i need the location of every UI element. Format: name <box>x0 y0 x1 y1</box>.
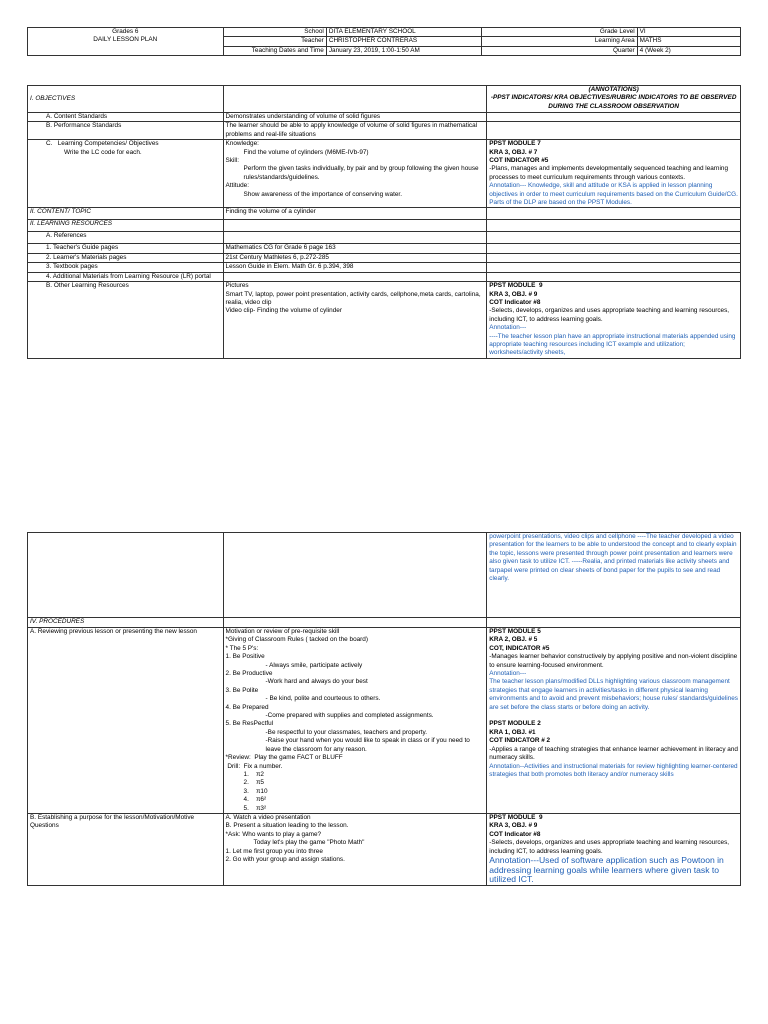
review-ann-blue2: The teacher lesson plans/modified DLLs highlighting various classroom management strategies that engage learners in activities/tasks in different physical learning environments and to avoid and prevent misbehaviors; house rules/ standards/guidelines are set before the class starts or before doing an activity. <box>489 678 740 711</box>
review-line: *Giving of Classroom Rules ( tacked on the board) <box>225 636 368 644</box>
procedures-heading: IV. PROCEDURES <box>28 618 224 628</box>
teacher-label: Teacher <box>223 37 326 46</box>
cont-blank-left <box>28 533 224 618</box>
review-line: - Be kind, polite and courteous to others. <box>265 695 381 703</box>
olr-line: Pictures <box>225 282 249 290</box>
objectives-heading: I. OBJECTIVES <box>28 86 224 113</box>
content-topic-label: II. CONTENT/ TOPIC <box>28 208 224 220</box>
quarter-value: 4 (Week 2) <box>637 46 740 55</box>
plan-title: DAILY LESSON PLAN <box>93 36 158 44</box>
performance-label: B. Performance Standards <box>28 122 224 140</box>
purpose-ann-line: -Selects, develops, organizes and uses appropriate teaching and learning resources, including ICT, to address learning goals. <box>489 839 731 855</box>
olr-ann-line: COT Indicator #8 <box>489 298 541 306</box>
dates-value: January 23, 2019, 1:00-1:50 AM <box>326 46 481 55</box>
olr-ann-line: PPST MODULE 9 <box>489 282 543 290</box>
header-table <box>27 27 741 56</box>
grades-text: Grades 6 <box>112 28 139 35</box>
review-line: 4. Be Prepared <box>225 703 269 711</box>
references-value <box>223 232 487 244</box>
review-ann-line: KRA 2, OBJ. # 5 <box>489 636 538 644</box>
review-ann-line: COT, INDICATOR #5 <box>489 644 550 652</box>
tg-label: 1. Teacher's Guide pages <box>28 244 224 253</box>
learning-area-value: MATHS <box>637 37 740 46</box>
review-line: *Review: Play the game FACT or BLUFF <box>225 754 343 762</box>
review-ann-line: -Manages learner behavior constructively by applying positive and non-violent discipline to ensure learning-focused environment. <box>489 653 740 669</box>
review-line: 2. π5 <box>243 779 264 787</box>
lc-line: Knowledge: <box>225 140 259 148</box>
am-label: 4. Additional Materials from Learning Resource (LR) portal <box>28 272 224 281</box>
review-line: -Work hard and always do your best <box>265 678 368 686</box>
review-line: 5. Be ResPectful <box>225 720 274 728</box>
teacher-value: CHRISTOPHER CONTRERAS <box>326 37 481 46</box>
review-line: 3. Be Polite <box>225 686 259 694</box>
review-line: 2. Be Productive <box>225 670 273 678</box>
review-line: Motivation or review of pre-requisite skill <box>225 628 340 635</box>
annotations-header <box>487 86 741 113</box>
lm-value: 21st Century Mathletes 6, p.272-285 <box>223 253 487 262</box>
purpose-line: Today let's play the game "Photo Math" <box>253 839 365 847</box>
review-label: A. Reviewing previous lesson or presenting the new lesson <box>28 628 224 814</box>
lc-ann-line: KRA 3, OBJ. # 7 <box>489 148 538 156</box>
review-line: - Always smile, participate actively <box>265 661 363 669</box>
lc-line: Attitude: <box>225 182 249 190</box>
lc-line: Skill: <box>225 157 240 165</box>
content-topic-ann <box>487 208 741 220</box>
grade-level-label: Grade Level <box>482 28 637 37</box>
tb-label: 3. Textbook pages <box>28 263 224 272</box>
olr-line: Video clip- Finding the volume of cylinder <box>225 307 342 315</box>
content-standards-value: Demonstrates understanding of volume of solid figures <box>223 113 487 122</box>
purpose-ann-line: COT Indicator #8 <box>489 830 541 838</box>
review-ann2-blue: Annotation--Activities and instructional materials for review highlighting learner-centered strategies that both promotes both literacy and/or numeracy skills <box>489 762 740 778</box>
performance-value: The learner should be able to apply knowledge of volume of solid figures in mathematical problems and real-life situations <box>223 122 487 140</box>
grade-level-value: VI <box>637 28 740 37</box>
annotations-subtitle: -PPST INDICATORS/ KRA OBJECTIVES/RUBRIC INDICATORS TO BE OBSERVED DURING THE CLASSROOM OBSERVATION <box>490 94 739 110</box>
learning-resources-ann <box>487 220 741 232</box>
learning-resources-value <box>223 220 487 232</box>
review-ann-line: PPST MODULE 5 <box>489 628 541 635</box>
review-line: Drill: Fix a number. <box>225 762 283 770</box>
lc-label2: Write the LC code for each. <box>64 148 142 156</box>
olr-ann-line: -Selects, develops, organizes and uses appropriate teaching and learning resources, including ICT, to address learning goals. <box>489 307 731 323</box>
lc-line: Show awareness of the importance of conserving water. <box>243 190 402 198</box>
am-ann <box>487 272 741 281</box>
tb-ann <box>487 263 741 272</box>
cont-blank-mid <box>223 533 487 618</box>
lm-ann <box>487 253 741 262</box>
performance-ann <box>487 122 741 140</box>
tg-value: Mathematics CG for Grade 6 page 163 <box>223 244 487 253</box>
purpose-value-cell <box>223 813 487 885</box>
content-standards-label: A. Content Standards <box>28 113 224 122</box>
content-topic-value: Finding the volume of a cylinder <box>223 208 487 220</box>
lc-value-cell <box>223 140 487 208</box>
procedures-blank <box>223 618 487 628</box>
annotations-title: (ANNOTATIONS) <box>588 86 639 93</box>
school-value: DITA ELEMENTARY SCHOOL <box>326 28 481 37</box>
lc-line: Find the volume of cylinders (M6ME-IVb-97) <box>243 148 369 156</box>
review-line: 4. π6² <box>243 796 267 804</box>
review-line: 5. π3² <box>243 804 267 812</box>
review-line: * The 5 P's: <box>225 644 259 652</box>
procedures-blank-ann <box>487 618 741 628</box>
lc-line: Perform the given tasks individually, by pair and by group following the given house rules/standards/guidelines. <box>243 165 481 181</box>
purpose-ann-blue: Annotation---Used of software application such as Powtoon in addressing learning goals while learners where given task to utilized ICT. <box>489 854 727 885</box>
lc-ann-line: -Plans, manages and implements developmentally sequenced teaching and learning processes to meet curriculum requirements through various contexts. <box>489 165 730 181</box>
review-line: 1. Be Positive <box>225 653 265 661</box>
review-ann2-line: KRA 1, OBJ. #1 <box>489 728 536 736</box>
tb-value: Lesson Guide in Elem. Math Gr. 6 p.394, 398 <box>223 263 487 272</box>
lc-label-cell <box>28 140 224 208</box>
objectives-blank <box>223 86 487 113</box>
olr-value-cell <box>223 282 487 359</box>
references-ann <box>487 232 741 244</box>
school-label: School <box>223 28 326 37</box>
purpose-line: 1. Let me first group you into three <box>225 847 323 855</box>
olr-ann-blue2: ----The teacher lesson plan have an appropriate instructional materials appended using appropriate teaching resources including ICT example and utilization; worksheets/activity sheets, <box>489 332 738 357</box>
references-label: A. References <box>28 232 224 244</box>
objectives-table <box>27 85 741 359</box>
lc-ann-line: PPST MODULE 7 <box>489 140 541 148</box>
review-line: 1. π2 <box>243 770 264 778</box>
olr-ann-blue: Annotation--- <box>489 324 527 332</box>
am-value <box>223 272 487 281</box>
grades-cell <box>28 28 224 56</box>
lc-label: C. Learning Competencies/ Objectives <box>46 140 159 148</box>
lc-ann-line: COT INDICATOR #5 <box>489 157 549 165</box>
review-ann-spacer <box>489 712 738 720</box>
review-value-cell <box>223 628 487 814</box>
lc-ann-blue: Annotation--- Knowledge, skill and attitude or KSA is applied in lesson planning objectives in order to meet curriculum requirements based on the Curriculum Guide/CG. Parts of the DLP are based on the PPST Modules. <box>489 182 740 207</box>
review-line: -Come prepared with supplies and completed assignments. <box>265 712 434 720</box>
review-ann-blue: Annotation--- <box>489 670 527 678</box>
purpose-label: B. Establishing a purpose for the lesson/Motivation/Motive Questions <box>28 813 224 885</box>
learning-area-label: Learning Area <box>482 37 637 46</box>
review-line: -Be respectful to your classmates, teachers and property. <box>265 728 428 736</box>
quarter-label: Quarter <box>482 46 637 55</box>
review-line: 3. π10 <box>243 787 268 795</box>
review-annotation-cell <box>487 628 741 814</box>
review-ann2-line: PPST MODULE 2 <box>489 720 541 728</box>
procedures-table <box>27 532 741 886</box>
review-ann2-line: COT INDICATOR # 2 <box>489 737 551 745</box>
review-line: -Raise your hand when you would like to speak in class or if you need to leave the classroom for any reason. <box>265 737 472 753</box>
lm-label: 2. Learner's Materials pages <box>28 253 224 262</box>
olr-label: B. Other Learning Resources <box>28 282 224 359</box>
olr-line: Smart TV, laptop, power point presentation, activity cards, cellphone,meta cards, cartolina, realia, video clip <box>225 290 483 306</box>
olr-annotation-cell <box>487 282 741 359</box>
purpose-line: 2. Go with your group and assign stations. <box>225 855 345 863</box>
purpose-line: B. Present a situation leading to the lesson. <box>225 822 349 830</box>
purpose-line: A. Watch a video presentation <box>225 813 311 821</box>
tg-ann <box>487 244 741 253</box>
purpose-ann-line: PPST MODULE 9 <box>489 813 543 821</box>
content-standards-ann <box>487 113 741 122</box>
purpose-annotation-cell <box>487 813 741 885</box>
learning-resources-label: II. LEARNING RESOURCES <box>28 220 224 232</box>
lc-annotation-cell <box>487 140 741 208</box>
dates-label: Teaching Dates and Time <box>223 46 326 55</box>
review-ann2-line: -Applies a range of teaching strategies that enhance learner achievement in literacy and numeracy skills. <box>489 745 740 762</box>
olr-ann-line: KRA 3, OBJ. # 9 <box>489 290 538 298</box>
purpose-ann-line: KRA 3, OBJ. # 9 <box>489 822 538 830</box>
cont-annotation: powerpoint presentations, video clips and cellphone ----The teacher developed a video presentation for the learners to be able to understood the concept and to clearly explain the topic, lessons were presented through power point presentation and learners were also given task to utilize ICT. -----Realia, and printed materials like activity sheets and tarpapel were printed on clear sheets of bond paper for the pupils to see and read clearly. <box>487 533 741 618</box>
purpose-line: *Ask: Who wants to play a game? <box>225 830 322 838</box>
